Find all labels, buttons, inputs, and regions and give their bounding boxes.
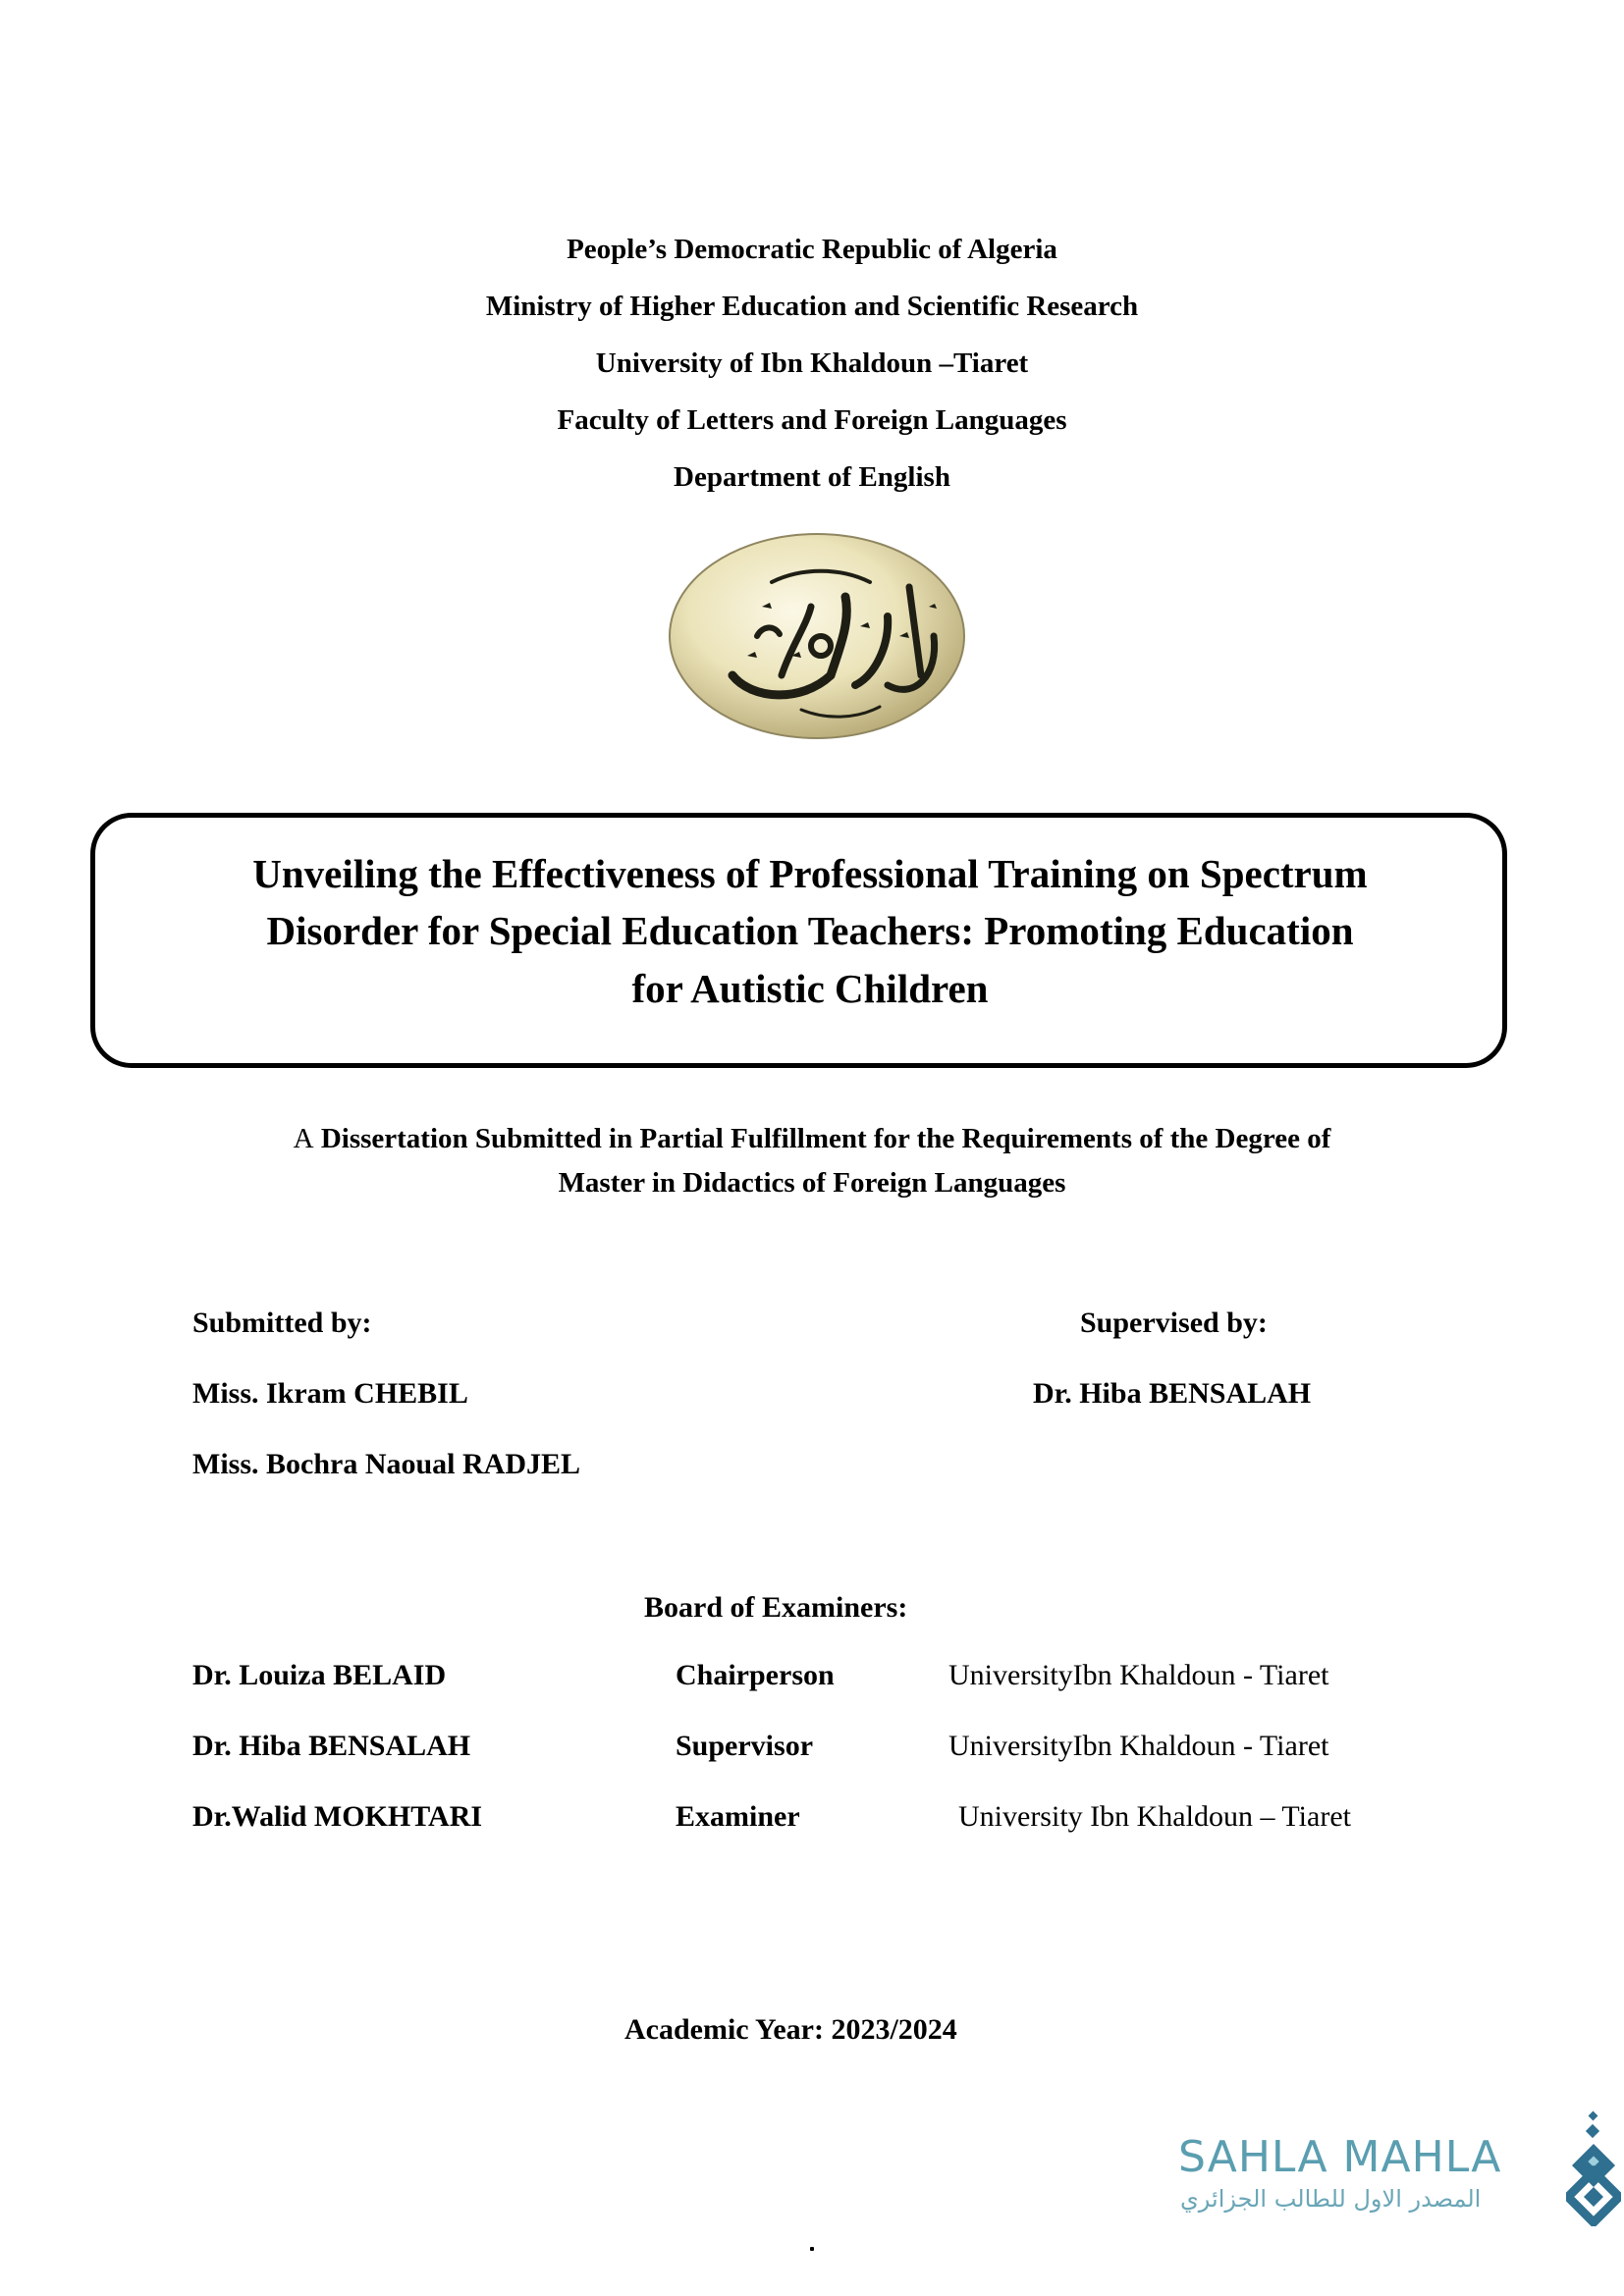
examiner-role: Chairperson: [676, 1659, 835, 1691]
university-logo: [664, 528, 970, 744]
sahla-mahla-watermark: [1178, 2110, 1620, 2228]
dissertation-statement-line-1: [0, 1122, 1624, 1155]
header-ministry: Ministry of Higher Education and Scientific Research: [485, 291, 1139, 322]
examiner-affiliation: UniversityIbn Khaldoun - Tiaret: [948, 1730, 1329, 1762]
header-department: Department of English: [674, 461, 950, 493]
examiner-affiliation: UniversityIbn Khaldoun - Tiaret: [948, 1659, 1329, 1691]
academic-year: Academic Year: 2023/2024: [624, 2013, 957, 2046]
university-emblem-icon: [664, 528, 970, 744]
title-line-2: Disorder for Special Education Teachers: Promoting Education: [266, 908, 1354, 953]
submitted-by-label: Submitted by:: [192, 1307, 372, 1339]
examiner-affiliation: University Ibn Khaldoun – Tiaret: [958, 1800, 1351, 1833]
dissertation-statement-line-2: Master in Didactics of Foreign Languages: [558, 1167, 1066, 1199]
supervisor-name: Dr. Hiba BENSALAH: [1033, 1377, 1312, 1410]
title-line-3: for Autistic Children: [631, 966, 989, 1011]
student-name-1: Miss. Ikram CHEBIL: [192, 1377, 468, 1410]
board-of-examiners-label: [644, 1590, 907, 1626]
watermark-tagline: المصدر الاول للطالب الجزائري: [1180, 2185, 1482, 2213]
statement-prefix: A: [293, 1123, 314, 1154]
examiner-name: Dr. Hiba BENSALAH: [192, 1730, 471, 1762]
examiner-role: Examiner: [676, 1800, 800, 1833]
examiner-role: Supervisor: [676, 1730, 814, 1762]
title-line-1: Unveiling the Effectiveness of Professional Training on Spectrum: [252, 851, 1368, 896]
header-university: University of Ibn Khaldoun –Tiaret: [595, 347, 1029, 379]
examiner-name: Dr.Walid MOKHTARI: [192, 1800, 483, 1833]
supervised-by-label: Supervised by:: [1080, 1307, 1268, 1339]
watermark-brand: SAHLA MAHLA: [1178, 2132, 1502, 2182]
board-label-text: Board of Examiners:: [644, 1591, 908, 1624]
footer-mark: [810, 2247, 814, 2251]
statement-line-1-text: Dissertation Submitted in Partial Fulfillment for the Requirements of the Degree of: [313, 1123, 1331, 1154]
sahla-mahla-emblem-icon: [1566, 2110, 1621, 2226]
header-country: People’s Democratic Republic of Algeria: [567, 234, 1057, 265]
header-faculty: Faculty of Letters and Foreign Languages: [557, 404, 1067, 436]
student-name-2: Miss. Bochra Naoual RADJEL: [192, 1448, 581, 1480]
examiner-name: Dr. Louiza BELAID: [192, 1659, 447, 1691]
